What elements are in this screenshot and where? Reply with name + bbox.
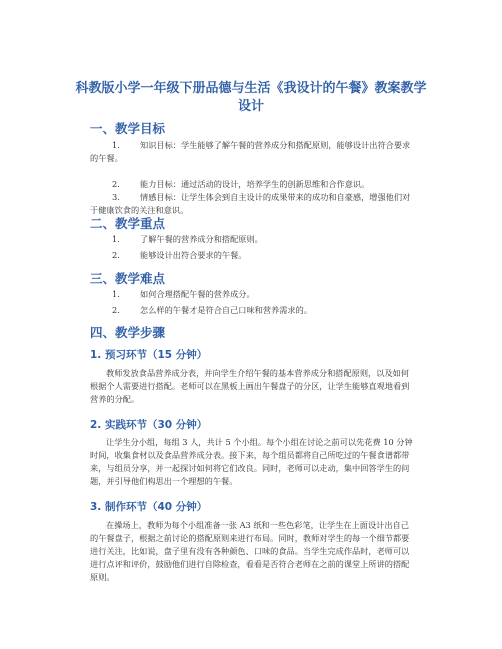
step-3-heading: 3. 制作环节（40 分钟） [90, 501, 208, 513]
key-point-item-2 [90, 249, 416, 262]
key-point-item-1-text: 了解午餐的营养成分和搭配原则。 [140, 234, 263, 244]
difficulty-item-2-text: 怎么样的午餐才是符合自己口味和营养需求的。 [140, 305, 312, 315]
step-2-heading: 2. 实践环节（30 分钟） [90, 419, 208, 431]
objective-item-3-num: 3. [112, 192, 120, 202]
objective-item-2-text: 能力目标：通过活动的设计，培养学生的创新思维和合作意识。 [140, 179, 370, 189]
heading-steps: 四、教学步骤 [90, 325, 166, 340]
key-point-item-1 [90, 233, 416, 246]
objective-item-1 [90, 139, 416, 165]
difficulty-item-1-text: 如何合理搭配午餐的营养成分。 [140, 289, 255, 299]
difficulty-item-2 [90, 304, 416, 317]
document-title: 科教版小学一年级下册品德与生活《我设计的午餐》教案教学设计 [75, 81, 427, 114]
objective-item-1-text: 知识目标：学生能够了解午餐的营养成分和搭配原则，能够设计出符合要求的午餐。 [90, 140, 411, 163]
difficulty-item-1-num: 1. [112, 289, 120, 299]
key-point-item-2-num: 2. [112, 250, 120, 260]
objective-item-3 [90, 191, 416, 217]
heading-key-points: 二、教学重点 [90, 216, 166, 231]
objective-item-3-text: 情感目标：让学生体会到自主设计的成果带来的成功和自豪感，增强他们对于健康饮食的关注和意识。 [90, 192, 411, 215]
step-2-text: 让学生分小组，每组 3 人，共计 5 个小组。每个小组在讨论之前可以先花费 10 分钟时间，收集食材以及食品营养成分表。接下来，每个组员都将自己所吃过的午餐食谱都带来，与组员分享，并一起探讨如何将它们改良。同时，老师可以走动，集中回答学生的问题，并引导他们构思出一个理想的午餐。 [90, 437, 413, 486]
heading-difficulties: 三、教学难点 [90, 271, 166, 286]
difficulty-item-1 [90, 288, 416, 301]
step-1-text: 教师发放食品营养成分表，并向学生介绍午餐的基本营养成分和搭配原则，以及如何根据个人需要进行搭配。老师可以在黑板上画出午餐盘子的分区，让学生能够直观地看到营养的分配。 [90, 368, 410, 404]
objective-item-1-num: 1. [112, 140, 120, 150]
key-point-item-1-num: 1. [112, 234, 120, 244]
step-3-text: 在操场上，教师为每个小组准备一张 A3 纸和一些色彩笔，让学生在上面设计出自己的午餐盘子，根据之前讨论的搭配原则来进行布局。同时，教师对学生的每一个细节都要进行关注，比如说，盘子里有没有各种颜色、口味的食品。当学生完成作品时，老师可以进行点评和评价，鼓励他们进行自除检查，看看是否符合老师在之前的课堂上所讲的搭配原则。 [90, 520, 410, 582]
objective-item-2 [90, 178, 416, 191]
difficulty-item-2-num: 2. [112, 305, 120, 315]
objective-item-2-num: 2. [112, 179, 120, 189]
step-1-heading: 1. 预习环节（15 分钟） [90, 349, 208, 361]
key-point-item-2-text: 能够设计出符合要求的午餐。 [140, 250, 247, 260]
heading-objectives: 一、教学目标 [90, 121, 166, 136]
